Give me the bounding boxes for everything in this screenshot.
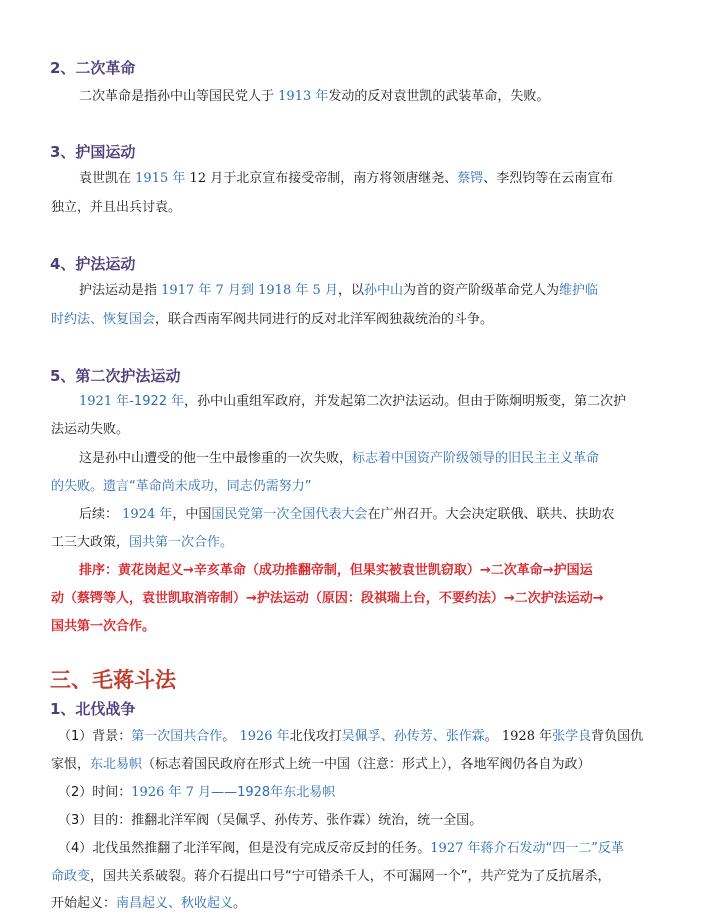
section-5-line-4: 的失败。遗言“革命尚未成功，同志仍需努力” [51, 479, 312, 494]
section-2-line-1: 二次革命是指孙中山等国民党人于 1913 年发动的反对袁世凯的武装革命，失败。 [79, 89, 550, 104]
section-4-title: 4、护法运动 [50, 255, 136, 273]
section-5-line-1: 1921 年-1922 年，孙中山重组军政府，并发起第二次护法运动。但由于陈炯明叛变，第二次护 [79, 394, 627, 409]
section-4-line-1: 护法运动是指 1917 年 7 月到 1918 年 5 月，以孙中山为首的资产阶级革命党人为维护临 [79, 283, 599, 298]
background-line-2: 家恨，东北易帜（标志着国民政府在形式上统一中国（注意：形式上），各地军阀仍各自为政） [51, 757, 591, 772]
section-2-title: 2、二次革命 [50, 59, 136, 77]
time-line: （2）时间：1926 年 7 月——1928年东北易帜 [58, 785, 336, 800]
order-summary-line-1: 排序：黄花岗起义→辛亥革命（成功推翻帝制，但果实被袁世凯窃取）→二次革命→护国运 [79, 563, 593, 578]
order-summary-line-3: 国共第一次合作。 [51, 619, 156, 634]
section-3-line-2: 独立，并且出兵讨袁。 [51, 200, 182, 215]
section-5-line-3: 这是孙中山遭受的他一生中最惨重的一次失败，标志着中国资产阶级领导的旧民主主义革命 [79, 451, 600, 466]
order-summary-line-2: 动（蔡锷等人，袁世凯取消帝制）→护法运动（原因：段祺瑞上台，不要约法）→二次护法运动→ [51, 591, 604, 606]
result-line-1: （4）北伐虽然推翻了北洋军阀，但是没有完成反帝反封的任务。1927 年蒋介石发动“四一二”反革 [58, 841, 624, 856]
section-4-line-2: 时约法、恢复国会，联合西南军阀共同进行的反对北洋军阀独裁统治的斗争。 [51, 312, 494, 327]
part-3-title: 三、毛蒋斗法 [50, 668, 176, 692]
section-3-line-1: 袁世凯在 1915 年 12 月于北京宣布接受帝制，南方将领唐继尧、蔡锷、李烈钧等在云南宣布 [79, 171, 614, 186]
section-3-title: 3、护国运动 [50, 143, 136, 161]
section-5-title: 5、第二次护法运动 [50, 367, 181, 385]
section-5-line-5: 后续： 1924 年，中国国民党第一次全国代表大会在广州召开。大会决定联俄、联共、扶助农 [79, 507, 615, 522]
background-line-1: （1）背景：第一次国共合作。 1926 年北伐攻打吴佩孚、孙传芳、张作霖。 1928 年张学良背负国仇 [58, 729, 644, 744]
goal-line: （3）目的：推翻北洋军阀（吴佩孚、孙传芳、张作霖）统治，统一全国。 [58, 813, 483, 828]
result-line-2: 命政变，国共关系破裂。蒋介石提出口号“宁可错杀千人，不可漏网一个”，共产党为了反抗屠杀， [51, 869, 611, 884]
part-3-subtitle: 1、北伐战争 [50, 700, 136, 718]
section-5-line-2: 法运动失败。 [51, 422, 130, 437]
result-line-3: 开始起义：南昌起义、秋收起义。 [51, 896, 247, 911]
section-5-line-6: 工三大政策，国共第一次合作。 [51, 535, 234, 550]
